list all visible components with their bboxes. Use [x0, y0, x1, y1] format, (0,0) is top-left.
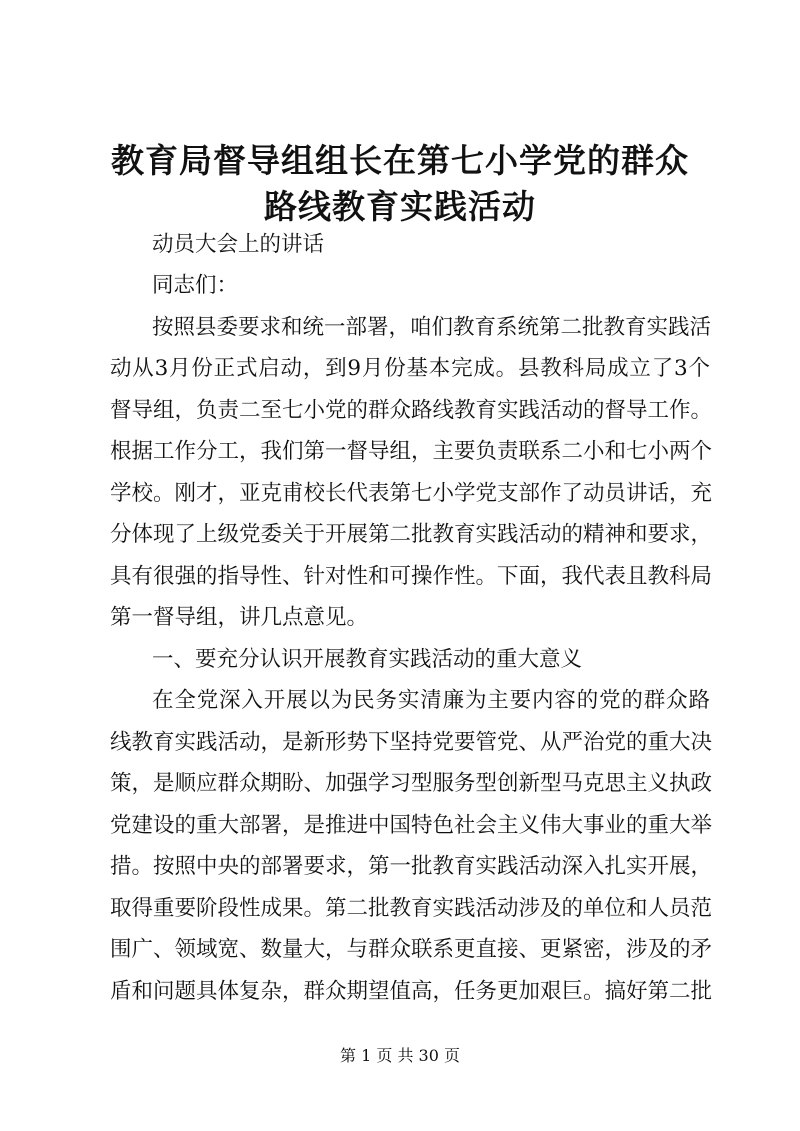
- body-line: 分体现了上级党委关于开展第二批教育实践活动的精神和要求，: [110, 522, 713, 547]
- body-line: 取得重要阶段性成果。第二批教育实践活动涉及的单位和人员范: [110, 896, 713, 921]
- document-title: 教育局督导组组长在第七小学党的群众路线教育实践活动: [111, 141, 689, 226]
- salutation: 同志们：: [152, 273, 239, 298]
- body-line: 线教育实践活动，是新形势下坚持党要管党、从严治党的重大决: [110, 730, 713, 755]
- body-line: 措。按照中央的部署要求，第一批教育实践活动深入扎实开展，: [110, 854, 713, 879]
- body-line: 督导组，负责二至七小党的群众路线教育实践活动的督导工作。: [110, 398, 713, 423]
- body-line: 策，是顺应群众期盼、加强学习型服务型创新型马克思主义执政: [110, 771, 713, 796]
- document-subtitle: 动员大会上的讲话: [152, 232, 325, 257]
- body-line: 盾和问题具体复杂，群众期望值高，任务更加艰巨。搞好第二批: [110, 979, 713, 1004]
- body-line: 按照县委要求和统一部署，咱们教育系统第二批教育实践活: [152, 315, 712, 340]
- body-line: 第一督导组，讲几点意见。: [110, 605, 369, 630]
- body-line: 学校。刚才，亚克甫校长代表第七小学党支部作了动员讲话，充: [110, 481, 713, 506]
- section-heading: 一、要充分认识开展教育实践活动的重大意义: [152, 647, 583, 672]
- body-line: 具有很强的指导性、针对性和可操作性。下面，我代表且教科局: [110, 564, 713, 589]
- body-line: 动从3月份正式启动，到9月份基本完成。县教科局成立了3个: [110, 356, 710, 381]
- body-line: 在全党深入开展以为民务实清廉为主要内容的党的群众路: [152, 688, 710, 713]
- body-line: 根据工作分工，我们第一督导组，主要负责联系二小和七小两个: [110, 439, 713, 464]
- page-number-footer: 第 1 页 共 30 页: [340, 1046, 460, 1065]
- body-line: 党建设的重大部署，是推进中国特色社会主义伟大事业的重大举: [110, 813, 713, 838]
- body-line: 围广、领域宽、数量大，与群众联系更直接、更紧密，涉及的矛: [110, 937, 713, 962]
